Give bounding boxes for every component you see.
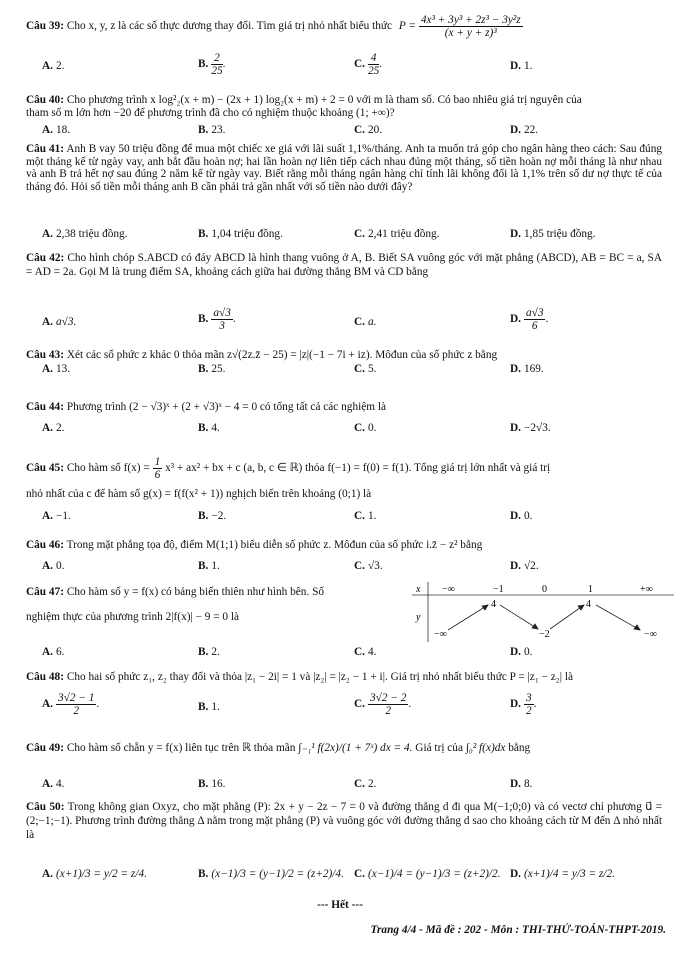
question-text-post: x³ + ax² + bx + c (a, b, c ∈ ℝ) thỏa f(−1) = f(0) = f(1). Tổng giá trị lớn nhất và giá trị (165, 462, 551, 474)
table-y-value: 4 (491, 599, 496, 610)
option-b[interactable]: B. 16. (198, 778, 226, 790)
option-a[interactable]: A. 6. (42, 646, 65, 658)
question-text: Cho x, y, z là các số thực dương thay đổi. Tìm giá trị nhỏ nhất biểu thức (66, 20, 393, 33)
question-41 (26, 143, 662, 193)
question-text: Anh B vay 50 triệu đồng để mua một chiếc xe giá với lãi suất 1,1%/tháng. Anh ta muốn trả góp cho ngân hàng theo cách: Sau đúng một tháng kể từ ngày vay, anh bắt đầu hoàn nợ; hai lần hoàn nợ liên tiếp cách nhau đúng một tháng, số tiền hoàn nợ mỗi tháng là như nhau và anh B trả hết nợ sau đúng 2 năm kể từ ngày vay. Biết rằng mỗi tháng ngân hàng chỉ tính lãi không đổi là 1,1% trên số dư nợ thực tế của tháng đó. Hỏi số tiền mỗi tháng anh B cần phải trả gần nhất với số tiền nào dưới đây? (26, 143, 663, 193)
table-x-value: +∞ (640, 584, 653, 595)
option-a[interactable]: A. 4. (42, 778, 65, 790)
question-49 (26, 742, 662, 755)
table-x-value: −1 (493, 584, 504, 595)
formula-fraction (419, 14, 523, 39)
option-d[interactable]: D. $\frac{a√3}{6}$ . (510, 307, 549, 332)
question-number: Câu 39: (26, 20, 64, 33)
question-text-line1: Cho phương trình x log²₂(x + m) − (2x + 1) log₂(x + m) + 2 = 0 với m là tham số. Có bao nhiêu giá trị nguyên của (66, 94, 582, 106)
option-d[interactable]: D. 1,85 triệu đồng. (510, 228, 596, 240)
option-row (26, 52, 662, 77)
question-48 (26, 671, 662, 684)
option-a[interactable]: A. 2,38 triệu đồng. (42, 228, 128, 240)
question-number: Câu 49: (26, 742, 64, 754)
option-c[interactable]: C. √3. (354, 560, 383, 572)
option-c[interactable]: C. 20. (354, 124, 383, 136)
question-text-pre: Cho hàm số f(x) = (66, 462, 150, 474)
coefficient-fraction: $\frac{1}{6}$ (154, 455, 161, 481)
question-text-pre: Cho hàm số chẵn y = f(x) liên tục trên ℝ thỏa mãn (66, 742, 296, 754)
question-40 (26, 94, 662, 120)
option-d[interactable]: D. 0. (510, 646, 533, 658)
formula-numerator: 4x³ + 3y³ + 2z³ − 3y²z (420, 14, 521, 26)
question-42 (26, 251, 662, 279)
question-47 (26, 586, 416, 624)
option-d[interactable]: D. 169. (510, 363, 544, 375)
question-number: Câu 50: (26, 801, 65, 813)
option-b[interactable]: B. $\frac{2}{25}$ . (198, 52, 226, 77)
question-text-mid: Giá trị của (415, 742, 463, 754)
table-x-value: 1 (588, 584, 593, 595)
question-text: Trong không gian Oxyz, cho mặt phẳng (P): 2x + y − 2z − 7 = 0 và đường thẳng d đi qua M(−1;0;0) và có vectơ chỉ phương u⃗ = (2;−1;−1). Phương trình đường thẳng Δ nằm trong mặt phẳng (P) và vuông góc với đường thẳng d sao cho khoảng cách từ M đến Δ nhỏ nhất là (26, 801, 662, 841)
table-y-value: −2 (539, 629, 550, 640)
option-c[interactable]: C. 1. (354, 510, 377, 522)
question-text-line1: Cho hàm số y = f(x) có bảng biến thiên như hình bên. Số (66, 586, 325, 598)
question-number: Câu 45: (26, 462, 64, 474)
option-c[interactable]: C. a. (354, 316, 377, 328)
integral-target: ∫₀² f(x)dx (465, 742, 506, 754)
question-46 (26, 539, 662, 552)
table-y-value: −∞ (644, 629, 657, 640)
option-a[interactable]: A. 18. (42, 124, 71, 136)
option-b[interactable]: B. 1. (198, 701, 220, 713)
option-b[interactable]: B. (x−1)/3 = (y−1)/2 = (z+2)/4. (198, 868, 344, 880)
option-c[interactable]: C. $\frac{3√2 - 2}{2}$ . (354, 692, 412, 717)
question-number: Câu 41: (26, 143, 65, 155)
option-a[interactable]: A. −1. (42, 510, 71, 522)
option-c[interactable]: C. 2,41 triệu đồng. (354, 228, 440, 240)
question-number: Câu 40: (26, 94, 64, 106)
question-43 (26, 349, 662, 362)
option-d[interactable]: D. 8. (510, 778, 533, 790)
option-a[interactable]: A. (x+1)/3 = y/2 = z/4. (42, 868, 147, 880)
table-x-value: 0 (542, 584, 547, 595)
option-c[interactable]: C. 5. (354, 363, 377, 375)
question-39 (26, 14, 662, 39)
table-label-x: x (416, 584, 421, 595)
option-a[interactable]: A. $\frac{3√2 - 1}{2}$ . (42, 692, 100, 717)
question-number: Câu 44: (26, 401, 64, 413)
question-text-post: bằng (508, 742, 531, 754)
question-44 (26, 401, 662, 414)
question-number: Câu 48: (26, 671, 64, 683)
question-number: Câu 46: (26, 539, 64, 551)
question-number: Câu 43: (26, 349, 64, 361)
variation-table (412, 582, 674, 642)
option-c[interactable]: C. (x−1)/4 = (y−1)/3 = (z+2)/2. (354, 868, 501, 880)
option-d[interactable]: D. (x+1)/4 = y/3 = z/2. (510, 868, 615, 880)
question-text: Cho hai số phức z₁, z₂ thay đổi và thỏa |z₁ − 2i| = 1 và |z₂| = |z₂ − 1 + i|. Giá trị nhỏ nhất biểu thức P = |z₁ − z₂| là (66, 671, 573, 683)
option-b[interactable]: B. 1. (198, 560, 220, 572)
option-c[interactable]: C. 2. (354, 778, 377, 790)
question-text: Trong mặt phẳng tọa độ, điểm M(1;1) biểu diễn số phức z. Môđun của số phức i.z̄ − z² bằng (66, 539, 483, 551)
end-marker: --- Hết --- (317, 899, 363, 911)
option-c[interactable]: C. 0. (354, 422, 377, 434)
option-d[interactable]: D. 22. (510, 124, 539, 136)
formula-denominator: (x + y + z)³ (444, 27, 497, 39)
question-50 (26, 800, 662, 842)
option-b[interactable]: B. 4. (198, 422, 220, 434)
option-d[interactable]: D. √2. (510, 560, 539, 572)
page-footer: Trang 4/4 - Mã đề : 202 - Môn : THI-THỬ-TOÁN-THPT-2019. (370, 924, 666, 936)
option-b[interactable]: B. $\frac{a√3}{3}$ . (198, 307, 236, 332)
option-b[interactable]: B. 23. (198, 124, 226, 136)
formula-lhs: P = (398, 20, 417, 33)
option-d[interactable]: D. −2√3. (510, 422, 551, 434)
option-c[interactable]: C. $\frac{4}{25}$ . (354, 52, 383, 77)
question-number: Câu 42: (26, 252, 65, 264)
integral-condition: ∫₋₁¹ f(2x)/(1 + 7ˣ) dx = 4. (298, 742, 413, 754)
option-b[interactable]: B. 2. (198, 646, 220, 658)
option-d[interactable]: D. 1. (510, 60, 533, 72)
question-number: Câu 47: (26, 586, 64, 598)
option-b[interactable]: B. 1,04 triệu đồng. (198, 228, 283, 240)
question-text: Phương trình (2 − √3)ˣ + (2 + √3)ˣ − 4 = 0 có tổng tất cả các nghiệm là (66, 401, 387, 413)
question-text-line2: tham số m lớn hơn −20 để phương trình đã cho có nghiệm thuộc khoảng (1; +∞)? (26, 107, 395, 119)
option-c[interactable]: C. 4. (354, 646, 377, 658)
table-y-value: 4 (586, 599, 591, 610)
option-d[interactable]: D. 0. (510, 510, 533, 522)
option-a[interactable]: A. 2. (42, 422, 65, 434)
question-text-line2: nhỏ nhất của c để hàm số g(x) = f(f(x² + 1)) nghịch biến trên khoảng (0;1) là (26, 488, 372, 500)
option-a[interactable]: A. a√3. (42, 316, 77, 328)
question-45 (26, 455, 662, 501)
option-b[interactable]: B. −2. (198, 510, 227, 522)
question-text: Cho hình chóp S.ABCD có đáy ABCD là hình thang vuông ở A, B. Biết SA vuông góc với mặt phẳng (ABCD), AB = BC = a, SA = AD = 2a. Gọi M là trung điểm SA, khoảng cách giữa hai đường thẳng BM và CD bằng (26, 252, 662, 278)
table-label-y: y (416, 612, 421, 623)
option-a[interactable]: A. 13. (42, 363, 71, 375)
option-a[interactable]: A. 2. (42, 60, 65, 72)
table-x-value: −∞ (442, 584, 455, 595)
option-b[interactable]: B. 25. (198, 363, 226, 375)
option-a[interactable]: A. 0. (42, 560, 65, 572)
question-text: Xét các số phức z khác 0 thỏa mãn z√(2z.z̄ − 25) = |z|(−1 − 7i + iz). Môđun của số phức z bằng (66, 349, 498, 361)
table-y-value: −∞ (434, 629, 447, 640)
question-text-line2: nghiệm thực của phương trình 2|f(x)| − 9 = 0 là (26, 611, 240, 623)
option-d[interactable]: D. $\frac{3}{2}$ . (510, 692, 537, 717)
